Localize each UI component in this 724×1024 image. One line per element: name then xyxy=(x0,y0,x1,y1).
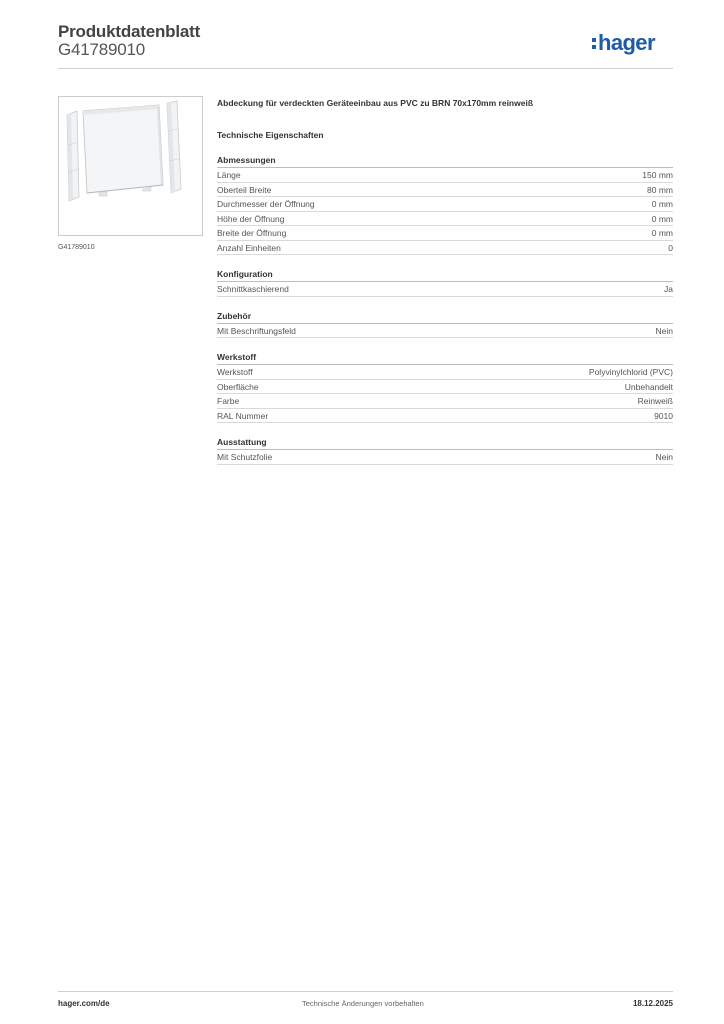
property-label: Farbe xyxy=(217,396,240,406)
brand-logo xyxy=(592,30,655,56)
property-value: Polyvinylchlorid (PVC) xyxy=(588,367,673,377)
page-title: Produktdatenblatt xyxy=(58,22,201,41)
header-divider xyxy=(58,68,673,69)
property-row xyxy=(217,394,673,409)
property-label: Mit Schutzfolie xyxy=(217,452,273,462)
property-value: Nein xyxy=(655,452,673,462)
property-value: 0 xyxy=(668,242,673,253)
property-row xyxy=(217,450,673,465)
property-label: Anzahl Einheiten xyxy=(217,242,281,253)
article-number: G41789010 xyxy=(58,40,146,59)
property-row xyxy=(217,380,673,395)
product-details xyxy=(217,97,673,465)
property-value: 0 mm xyxy=(651,199,673,209)
section-title: Abmessungen xyxy=(217,153,673,168)
property-value: Nein xyxy=(655,325,673,336)
footer-divider xyxy=(58,991,673,992)
property-value: Ja xyxy=(664,284,673,294)
property-label: Oberteil Breite xyxy=(217,184,272,195)
image-caption: G41789010 xyxy=(58,244,95,251)
property-label: Schnittkaschierend xyxy=(217,284,289,294)
property-row xyxy=(217,409,673,424)
property-label: Werkstoff xyxy=(217,367,253,377)
footer-date: 18.12.2025 xyxy=(632,999,673,1008)
property-label: Mit Beschriftungsfeld xyxy=(217,325,296,336)
property-label: Länge xyxy=(217,170,241,180)
property-row xyxy=(217,183,673,198)
property-label: Durchmesser der Öffnung xyxy=(217,199,315,209)
property-value: 9010 xyxy=(654,410,673,421)
section-title: Konfiguration xyxy=(217,267,673,282)
property-value: 80 mm xyxy=(647,184,673,195)
product-image xyxy=(58,96,203,236)
product-cover-illustration xyxy=(59,97,202,235)
tech-properties-heading: Technische Eigenschaften xyxy=(217,130,324,140)
property-row xyxy=(217,282,673,297)
property-value: Unbehandelt xyxy=(624,381,673,392)
section-title: Zubehör xyxy=(217,309,673,324)
property-value: Reinweiß xyxy=(637,396,673,406)
property-value: 0 mm xyxy=(651,228,673,238)
property-label: Oberfläche xyxy=(217,381,259,392)
section-title: Werkstoff xyxy=(217,350,673,365)
property-value: 150 mm xyxy=(642,170,673,180)
logo-text: hager xyxy=(598,30,655,55)
properties-sections xyxy=(217,153,673,465)
property-row xyxy=(217,226,673,241)
property-value: 0 mm xyxy=(651,213,673,224)
logo-dots-icon xyxy=(592,38,596,49)
property-row xyxy=(217,324,673,339)
section-title: Ausstattung xyxy=(217,435,673,450)
property-row xyxy=(217,197,673,212)
property-row xyxy=(217,365,673,380)
property-label: RAL Nummer xyxy=(217,410,269,421)
footer-website: hager.com/de xyxy=(58,999,110,1008)
footer-notice: Technische Änderungen vorbehalten xyxy=(302,999,424,1008)
property-row xyxy=(217,241,673,256)
property-label: Höhe der Öffnung xyxy=(217,213,285,224)
property-row xyxy=(217,168,673,183)
property-label: Breite der Öffnung xyxy=(217,228,287,238)
property-row xyxy=(217,212,673,227)
product-description: Abdeckung für verdeckten Geräteeinbau aus PVC zu BRN 70x170mm reinweiß xyxy=(217,98,534,108)
